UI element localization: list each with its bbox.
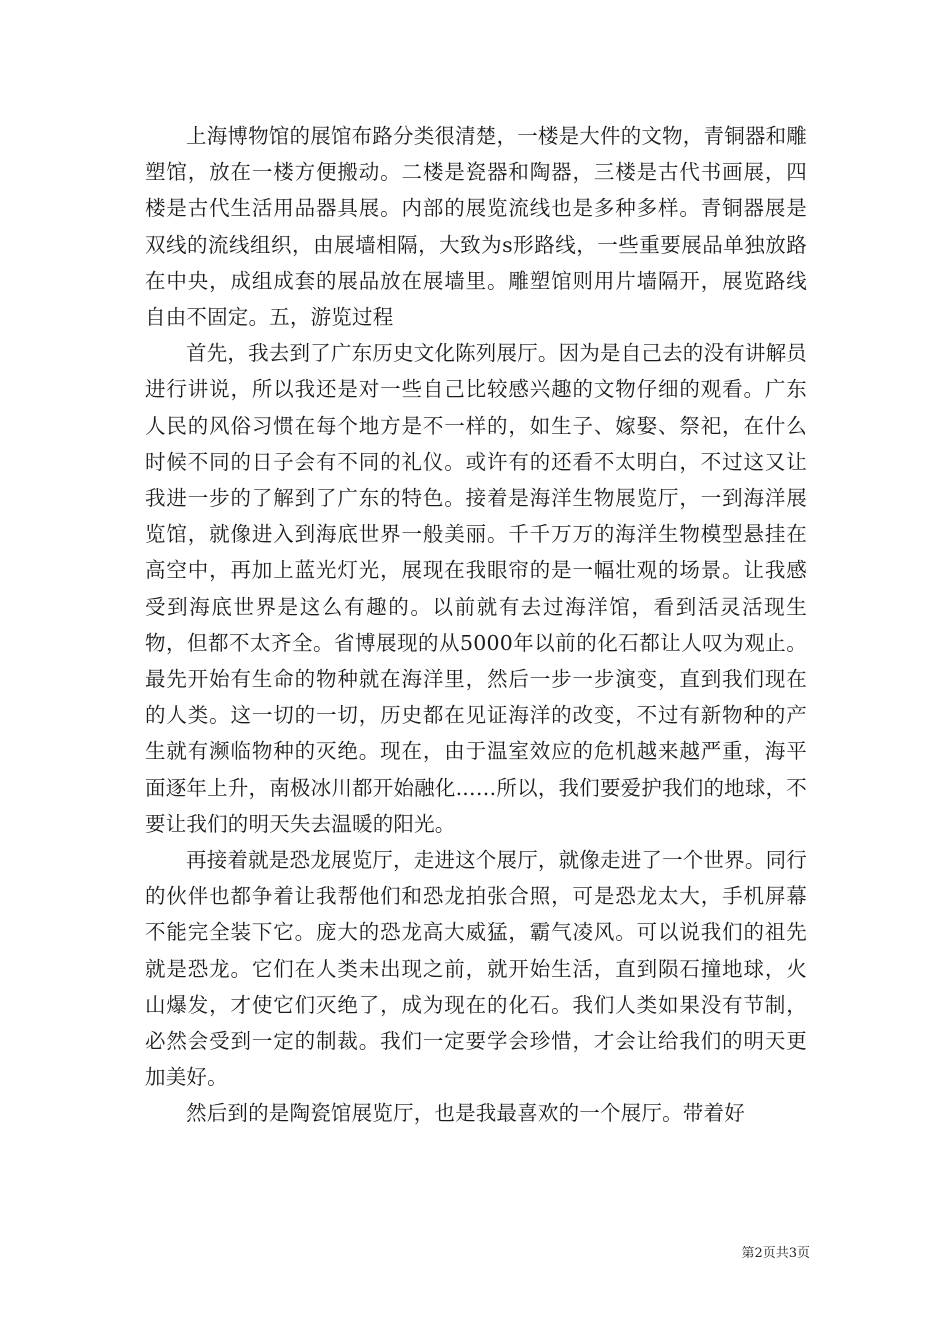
paragraph-shanghai-museum-layout: 上海博物馆的展馆布路分类很清楚，一楼是大件的文物，青铜器和雕塑馆，放在一楼方便搬动。二楼是瓷器和陶器，三楼是古代书画展，四楼是古代生活用品器具展。内部的展览流线也是多种多样。青铜器展是双线的流线组织，由展墙相隔，大致为s形路线，一些重要展品单独放路在中央，成组成套的展品放在展墙里。雕塑馆则用片墙隔开，展览路线自由不固定。五，游览过程 — [145, 124, 807, 330]
page-number-footer: 第2页共3页 — [741, 1246, 810, 1261]
body-text — [145, 118, 807, 1132]
paragraph-ceramics-hall: 然后到的是陶瓷馆展览厅，也是我最喜欢的一个展厅。带着好 — [186, 1101, 745, 1126]
paragraph-guangdong-and-ocean-halls: 首先，我去到了广东历史文化陈列展厅。因为是自己去的没有讲解员进行讲说，所以我还是对一些自己比较感兴趣的文物仔细的观看。广东人民的风俗习惯在每个地方是不一样的，如生子、嫁娶、祭祀，在什么时候不同的日子会有不同的礼仪。或许有的还看不太明白，不过这又让我进一步的了解到了广东的特色。接着是海洋生物展览厅，一到海洋展览馆，就像进入到海底世界一般美丽。千千万万的海洋生物模型悬挂在高空中，再加上蓝光灯光，展现在我眼帘的是一幅壮观的场景。让我感受到海底世界是这么有趣的。以前就有去过海洋馆，看到活灵活现生物，但都不太齐全。省博展现的从5000年以前的化石都让人叹为观止。最先开始有生命的物种就在海洋里，然后一步一步演变，直到我们现在的人类。这一切的一切，历史都在见证海洋的改变，不过有新物种的产生就有濒临物种的灭绝。现在，由于温室效应的危机越来越严重，海平面逐年上升，南极冰川都开始融化...…所以，我们要爱护我们的地球，不要让我们的明天失去温暖的阳光。 — [145, 341, 807, 836]
paragraph-dinosaur-hall: 再接着就是恐龙展览厅，走进这个展厅，就像走进了一个世界。同行的伙伴也都争着让我帮他们和恐龙拍张合照，可是恐龙太大，手机屏幕不能完全装下它。庞大的恐龙高大威猛，霸气凌风。可以说我们的祖先就是恐龙。它们在人类未出现之前，就开始生活，直到陨石撞地球，火山爆发，才使它们灭绝了，成为现在的化石。我们人类如果没有节制，必然会受到一定的制裁。我们一定要学会珍惜，才会让给我们的明天更加美好。 — [145, 848, 807, 1090]
